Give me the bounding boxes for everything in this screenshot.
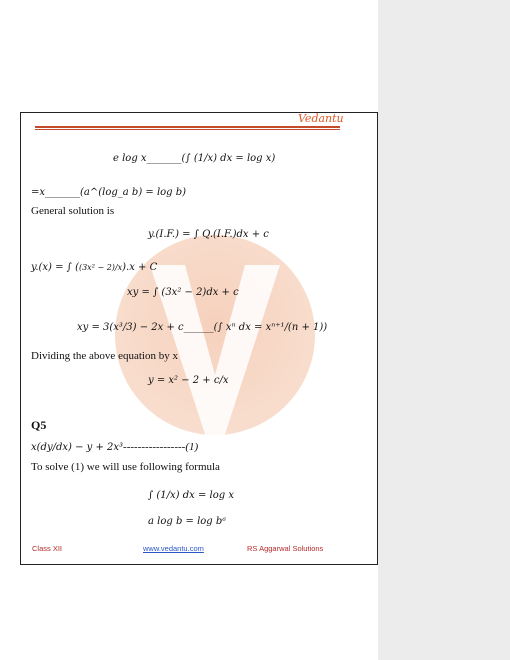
header-rule-thin [35, 129, 340, 130]
equation-line-7: xy = 3(x³/3) − 2x + c______(∫ xⁿ dx = xⁿ⁺¹/(n + 1)) [77, 322, 328, 333]
equation-line-5-fraction: (3x² − 2)/x [78, 263, 123, 272]
equation-line-2: =x_______(a^(log_a b) = log b) [31, 187, 187, 198]
equation-line-1: e log x_______(∫ (1/x) dx = log x) [113, 153, 276, 164]
footer-class: Class XII [32, 544, 63, 553]
equation-line-5-start: y.(x) = ∫ ( [31, 262, 79, 273]
equation-line-6: xy = ∫ (3x² − 2)dx + c [127, 287, 239, 298]
equation-line-4: y.(I.F.) = ∫ Q.(I.F.)dx + c [148, 229, 269, 240]
equation-line-10-tag: -----------------(1) [123, 441, 199, 453]
equation-line-12: ∫ (1/x) dx = log x [148, 490, 234, 501]
equation-line-5 [31, 262, 157, 273]
equation-line-10 [31, 441, 198, 453]
text-general-solution: General solution is [31, 205, 115, 217]
equation-line-5-end: ).x + C [122, 262, 158, 273]
equation-line-13: a log b = log bᵃ [148, 516, 227, 527]
header-rule [35, 126, 340, 128]
page-bottom-border [20, 564, 378, 565]
footer-book: RS Aggarwal Solutions [247, 544, 324, 553]
page-border-right [377, 112, 378, 565]
equation-line-10-expr: x(dy/dx) − y + 2x³ [31, 442, 124, 453]
vedantu-logo: Vedantu [298, 112, 344, 125]
comment-margin-panel [378, 0, 510, 660]
equation-line-9: y = x² − 2 + c/x [148, 375, 229, 386]
text-dividing: Dividing the above equation by x [31, 350, 178, 362]
text-to-solve: To solve (1) we will use following formula [31, 461, 220, 473]
question-heading: Q5 [31, 418, 47, 432]
footer-website-link[interactable]: www.vedantu.com [143, 544, 204, 553]
